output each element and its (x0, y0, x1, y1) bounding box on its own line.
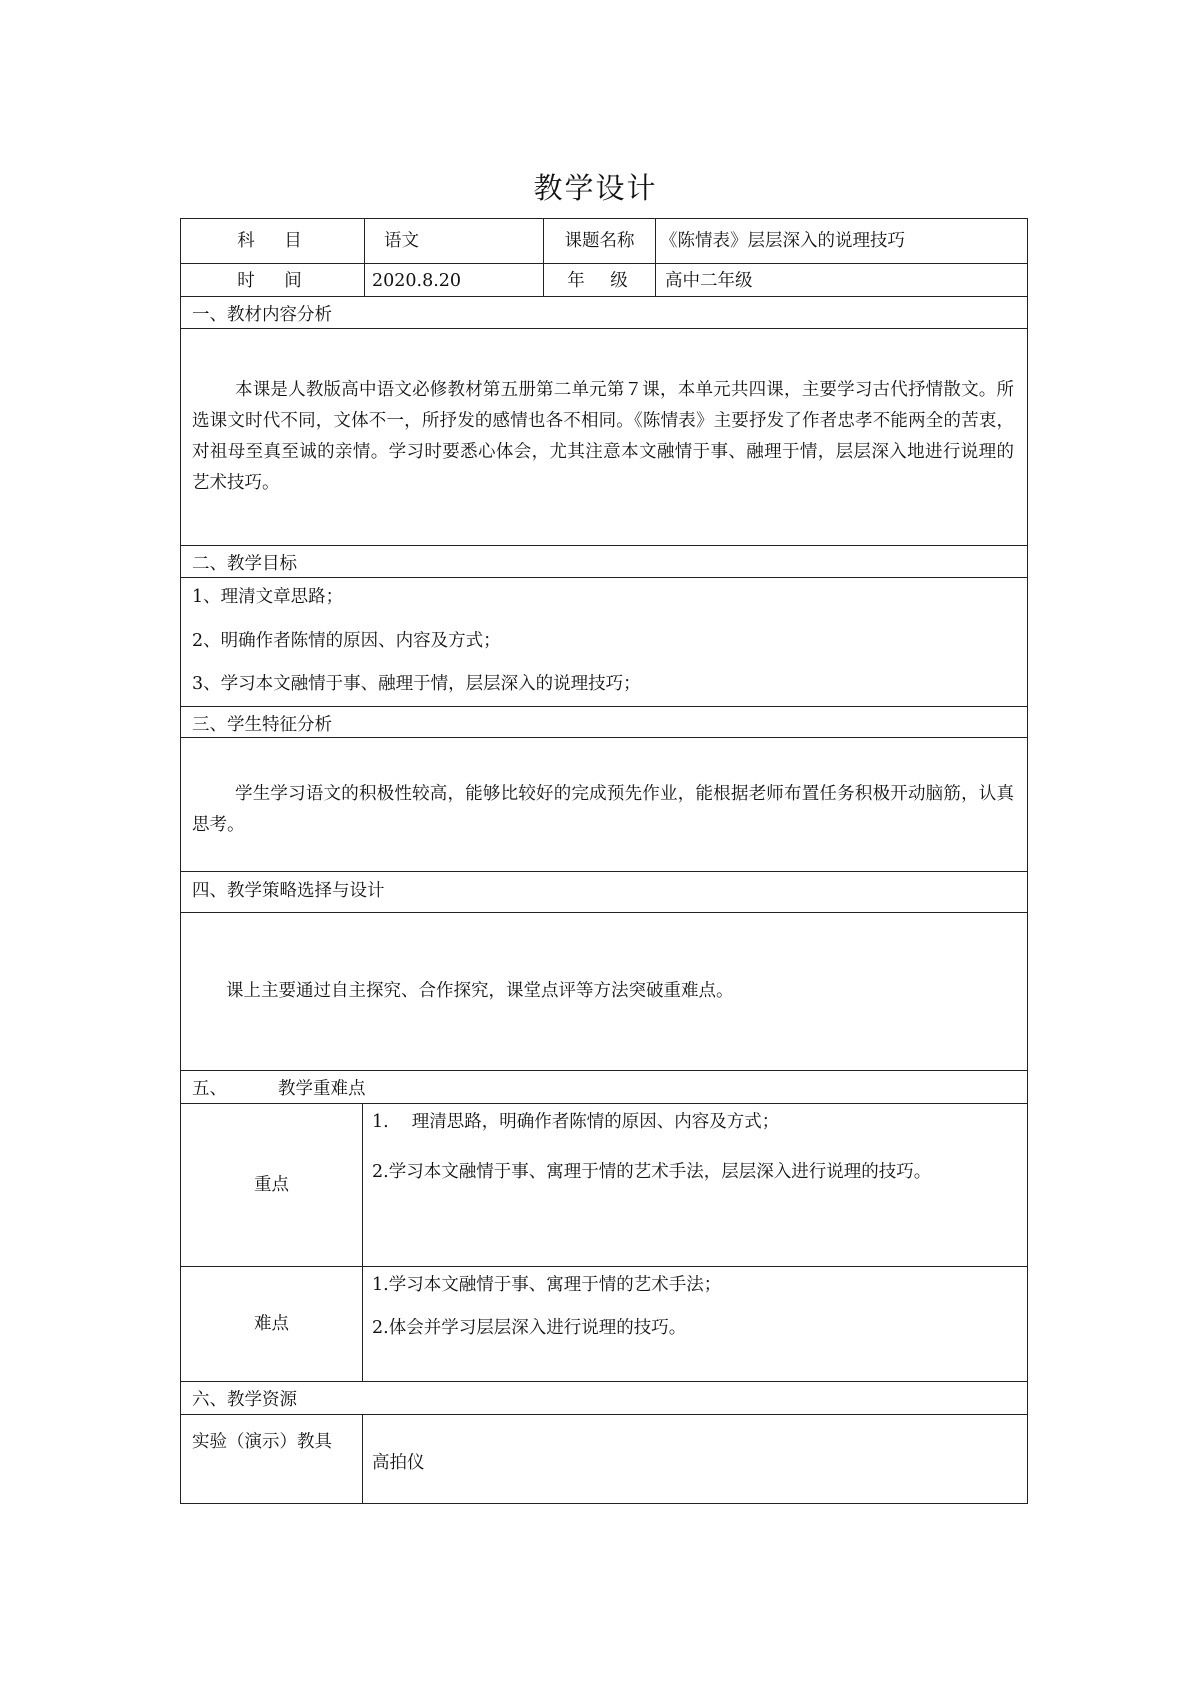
time-value: 2020.8.20 (372, 271, 462, 291)
subject-value: 语文 (384, 231, 419, 251)
section-heading-keypoints: 教学重难点 (278, 1079, 366, 1099)
material-analysis-text: 本课是人教版高中语文必修教材第五册第二单元第７课，本单元共四课，主要学习古代抒情散文。所选课文时代不同，文体不一，所抒发的感情也各不相同。《陈情表》主要抒发了作者忠孝不能两全的苦衷，对祖母至真至诚的亲情。学习时要悉心体会，尤其注意本文融情于事、融理于情，层层深入地进行说理的艺术技巧。 (192, 380, 1014, 493)
section-heading-keypoints-num: 五、 (192, 1079, 227, 1099)
key-point-item: 2.学习本文融情于事、寓理于情的艺术手法，层层深入进行说理的技巧。 (372, 1162, 932, 1182)
time-label: 时 间 (237, 271, 308, 291)
topic-label: 课题名称 (564, 231, 635, 251)
objective-item: 2、明确作者陈情的原因、内容及方式； (192, 631, 501, 651)
objective-item: 3、学习本文融情于事、融理于情，层层深入的说理技巧； (192, 674, 641, 694)
difficulty-label: 难点 (254, 1314, 289, 1334)
document-title: 教学设计 (533, 171, 658, 205)
subject-label: 科 目 (237, 231, 308, 251)
student-analysis-text: 学生学习语文的积极性较高，能够比较好的完成预先作业，能根据老师布置任务积极开动脑筋，认真思考。 (192, 784, 1014, 835)
difficulty-item: 1.学习本文融情于事、寓理于情的艺术手法； (372, 1275, 722, 1295)
section-heading-students: 三、学生特征分析 (192, 715, 332, 735)
key-points-label: 重点 (254, 1175, 289, 1195)
grade-value: 高中二年级 (665, 271, 753, 291)
equipment-label: 实验（演示）教具 (192, 1432, 332, 1452)
topic-value: 《陈情表》层层深入的说理技巧 (660, 231, 905, 251)
section-heading-strategy: 四、教学策略选择与设计 (192, 881, 385, 901)
difficulty-item: 2.体会并学习层层深入进行说理的技巧。 (372, 1318, 687, 1338)
strategy-text: 课上主要通过自主探究、合作探究，课堂点评等方法突破重难点。 (226, 981, 734, 1001)
grade-label: 年 级 (567, 271, 632, 291)
section-heading-resources: 六、教学资源 (192, 1390, 297, 1410)
equipment-value: 高拍仪 (372, 1453, 425, 1473)
objective-item: 1、理清文章思路； (192, 587, 344, 607)
section-heading-material: 一、教材内容分析 (192, 305, 332, 325)
key-point-item: 1. 理清思路，明确作者陈情的原因、内容及方式； (372, 1112, 780, 1132)
section-heading-objectives: 二、教学目标 (192, 554, 297, 574)
